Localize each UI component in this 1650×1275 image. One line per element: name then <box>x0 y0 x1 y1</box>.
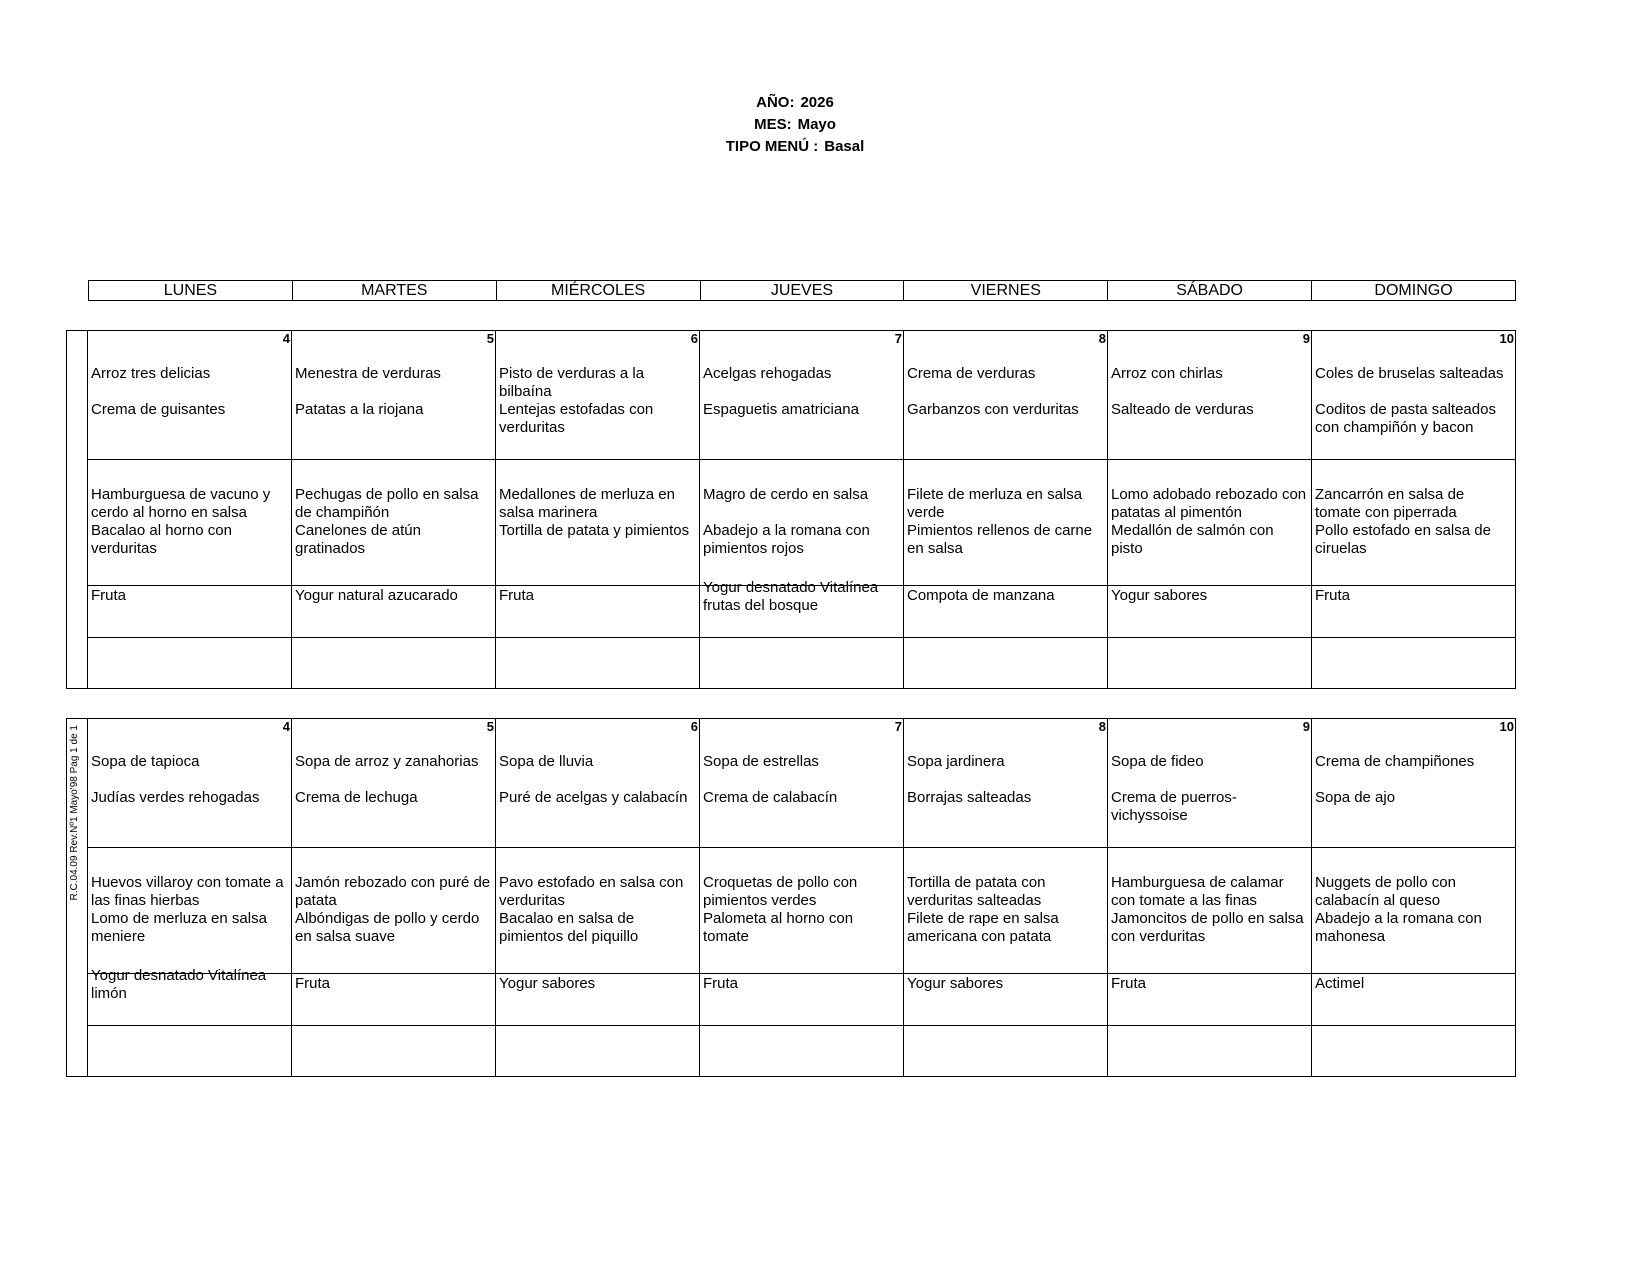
menu-cell <box>904 638 1108 689</box>
second-course-dish: Filete de rape en salsa americana con patata <box>907 910 1059 945</box>
menu-cell <box>496 638 700 689</box>
date-number: 4 <box>282 331 290 346</box>
cell-content <box>292 848 495 973</box>
week-1-row-empty <box>67 638 1516 689</box>
cell-content <box>88 638 291 688</box>
menu-cell <box>1312 331 1516 460</box>
month-line <box>0 114 1590 136</box>
menu-cell <box>1108 719 1312 848</box>
first-course-dish: Pisto de verduras a la bilbaína <box>499 365 645 400</box>
cell-content <box>496 331 699 459</box>
cell-content <box>1312 719 1515 847</box>
second-course-dish: Lomo adobado rebozado con patatas al pimentón <box>1111 486 1307 521</box>
cell-content <box>700 460 903 585</box>
date-number: 5 <box>486 331 494 346</box>
cell-content <box>292 586 495 637</box>
second-course-dish: Tortilla de patata con verduritas salteadas <box>907 874 1046 909</box>
second-course-dish: Lomo de merluza en salsa meniere <box>91 910 267 945</box>
menu-cell <box>1108 848 1312 974</box>
first-course-dish: Coditos de pasta salteados con champiñón y bacon <box>1315 401 1496 436</box>
cell-content <box>496 848 699 973</box>
menu-cell <box>292 586 496 638</box>
menu-cell <box>1312 848 1516 974</box>
cell-content <box>496 1026 699 1076</box>
cell-content <box>1108 719 1311 847</box>
first-course-dish: Crema de puerros-vichyssoise <box>1111 789 1237 824</box>
menu-cell <box>1312 460 1516 586</box>
first-course-dish: Crema de calabacín <box>703 789 838 806</box>
menu-cell <box>1312 586 1516 638</box>
date-number: 8 <box>1098 719 1106 734</box>
second-course-dish: Abadejo a la romana con mahonesa <box>1315 910 1482 945</box>
date-number: 8 <box>1098 331 1106 346</box>
dessert-item: Yogur natural azucarado <box>295 587 458 604</box>
cell-content <box>1312 586 1515 637</box>
first-course-dish: Crema de champiñones <box>1315 753 1475 770</box>
cell-content <box>88 1026 291 1076</box>
menu-cell <box>700 460 904 586</box>
cell-content <box>904 638 1107 688</box>
week-2-row-empty <box>67 1026 1516 1077</box>
cell-content <box>1108 331 1311 459</box>
cell-content <box>292 1026 495 1076</box>
dessert-item: Yogur sabores <box>907 975 1004 992</box>
cell-content <box>496 719 699 847</box>
menu-cell <box>904 848 1108 974</box>
cell-content <box>88 967 291 1025</box>
cell-content <box>904 1026 1107 1076</box>
weekday-header-row <box>88 280 1516 301</box>
menu-cell <box>88 719 292 848</box>
second-course-dish: Croquetas de pollo con pimientos verdes <box>703 874 858 909</box>
first-course-dish: Sopa de ajo <box>1315 789 1396 806</box>
second-course-dish: Medallones de merluza en salsa marinera <box>499 486 675 521</box>
first-course-dish: Sopa jardinera <box>907 753 1005 770</box>
cell-content <box>496 586 699 637</box>
cell-content <box>1312 974 1515 1025</box>
document-code-label: R.C.04.09 Rev.Nº1 Mayo'98 Pag 1 de 1 <box>69 725 80 901</box>
second-course-dish: Medallón de salmón con pisto <box>1111 522 1274 557</box>
menu-cell <box>1108 974 1312 1026</box>
week-1-row-second <box>67 460 1516 586</box>
side-cell <box>67 719 88 1077</box>
first-course-dish: Salteado de verduras <box>1111 401 1254 418</box>
second-course-dish: Magro de cerdo en salsa <box>703 486 869 503</box>
menu-cell <box>88 460 292 586</box>
second-course-dish: Jamoncitos de pollo en salsa con verduritas <box>1111 910 1304 945</box>
cell-content <box>496 638 699 688</box>
menu-cell <box>496 974 700 1026</box>
second-course-dish: Nuggets de pollo con calabacín al queso <box>1315 874 1456 909</box>
menu-cell <box>88 331 292 460</box>
cell-content <box>1312 1026 1515 1076</box>
menu-cell <box>904 1026 1108 1077</box>
date-number: 10 <box>1499 719 1514 734</box>
cell-content <box>700 974 903 1025</box>
menu-cell <box>88 967 292 1026</box>
cell-content <box>88 719 291 847</box>
week-2-row-dessert <box>67 974 1516 1026</box>
cell-content <box>904 460 1107 585</box>
date-number: 5 <box>486 719 494 734</box>
first-course-dish: Menestra de verduras <box>295 365 441 382</box>
menu-cell <box>496 1026 700 1077</box>
first-course-dish: Sopa de estrellas <box>703 753 819 770</box>
menu-cell <box>700 638 904 689</box>
second-course-dish: Hamburguesa de vacuno y cerdo al horno en salsa <box>91 486 271 521</box>
menu-cell <box>1312 1026 1516 1077</box>
menu-cell <box>292 638 496 689</box>
cell-content <box>904 586 1107 637</box>
dessert-item: Fruta <box>1315 587 1351 604</box>
menu-cell <box>88 586 292 638</box>
date-number: 9 <box>1302 331 1310 346</box>
menu-cell <box>88 638 292 689</box>
menu-cell <box>904 331 1108 460</box>
side-cell <box>67 331 88 689</box>
dessert-item: Yogur sabores <box>499 975 596 992</box>
second-course-dish: Pavo estofado en salsa con verduritas <box>499 874 684 909</box>
date-number: 7 <box>894 331 902 346</box>
cell-content <box>88 460 291 585</box>
menu-cell <box>904 460 1108 586</box>
week-1-row-first <box>67 331 1516 460</box>
dessert-item: Fruta <box>703 975 739 992</box>
menu-cell <box>700 579 904 638</box>
second-course-dish: Abadejo a la romana con pimientos rojos <box>703 522 870 557</box>
cell-content <box>1108 460 1311 585</box>
date-number: 9 <box>1302 719 1310 734</box>
date-number: 6 <box>690 719 698 734</box>
cell-content <box>88 848 291 973</box>
date-number: 4 <box>282 719 290 734</box>
week-2-row-second <box>67 848 1516 974</box>
menu-cell <box>292 848 496 974</box>
month-value: Mayo <box>797 116 836 133</box>
dessert-item: Fruta <box>91 587 127 604</box>
first-course-dish: Sopa de lluvia <box>499 753 594 770</box>
dessert-item: Compota de manzana <box>907 587 1055 604</box>
cell-content <box>1312 460 1515 585</box>
weekday-2: MIÉRCOLES <box>496 281 700 301</box>
first-course-dish: Lentejas estofadas con verduritas <box>499 401 654 436</box>
menu-cell <box>292 460 496 586</box>
menu-cell <box>904 586 1108 638</box>
dessert-item: Yogur desnatado Vitalínea limón <box>91 967 267 1002</box>
cell-content <box>1108 974 1311 1025</box>
cell-content <box>700 579 903 637</box>
cell-content <box>292 331 495 459</box>
date-number: 10 <box>1499 331 1514 346</box>
cell-content <box>1312 331 1515 459</box>
menu-cell <box>700 1026 904 1077</box>
date-number: 6 <box>690 331 698 346</box>
cell-content <box>700 848 903 973</box>
first-course-dish: Patatas a la riojana <box>295 401 424 418</box>
menu-cell <box>700 848 904 974</box>
menu-cell <box>1108 1026 1312 1077</box>
cell-content <box>292 460 495 585</box>
first-course-dish: Acelgas rehogadas <box>703 365 832 382</box>
second-course-dish: Zancarrón en salsa de tomate con piperrada <box>1315 486 1465 521</box>
week-1-row-dessert <box>67 586 1516 638</box>
menu-cell <box>496 848 700 974</box>
menu-header <box>0 92 1590 158</box>
cell-content <box>904 331 1107 459</box>
cell-content <box>904 719 1107 847</box>
first-course-dish: Borrajas salteadas <box>907 789 1032 806</box>
cell-content <box>904 848 1107 973</box>
cell-content <box>700 638 903 688</box>
second-course-dish: Jamón rebozado con puré de patata <box>295 874 491 909</box>
menu-cell <box>1312 638 1516 689</box>
week-table-2 <box>66 718 1516 1077</box>
menu-cell <box>1312 719 1516 848</box>
second-course-dish: Pimientos rellenos de carne en salsa <box>907 522 1093 557</box>
menu-cell <box>496 586 700 638</box>
cell-content <box>88 586 291 637</box>
first-course-dish: Crema de verduras <box>907 365 1036 382</box>
menu-cell <box>496 460 700 586</box>
first-course-dish: Judías verdes rehogadas <box>91 789 260 806</box>
menu-cell <box>1108 331 1312 460</box>
cell-content <box>700 719 903 847</box>
cell-content <box>1108 1026 1311 1076</box>
menu-cell <box>700 719 904 848</box>
weekday-0: LUNES <box>89 281 293 301</box>
first-course-dish: Crema de guisantes <box>91 401 226 418</box>
menu-cell <box>904 719 1108 848</box>
cell-content <box>292 974 495 1025</box>
week-2-row-first <box>67 719 1516 848</box>
menu-type-label: TIPO MENÚ : <box>725 138 819 155</box>
cell-content <box>904 974 1107 1025</box>
cell-content <box>1108 848 1311 973</box>
first-course-dish: Crema de lechuga <box>295 789 418 806</box>
dessert-item: Fruta <box>1111 975 1147 992</box>
date-number: 7 <box>894 719 902 734</box>
first-course-dish: Arroz tres delicias <box>91 365 211 382</box>
cell-content <box>496 974 699 1025</box>
first-course-dish: Arroz con chirlas <box>1111 365 1223 382</box>
menu-cell <box>496 331 700 460</box>
second-course-dish: Pollo estofado en salsa de ciruelas <box>1315 522 1491 557</box>
dessert-item: Fruta <box>295 975 331 992</box>
menu-type-value: Basal <box>824 138 865 155</box>
menu-cell <box>1312 974 1516 1026</box>
cell-content <box>700 331 903 459</box>
second-course-dish: Bacalao en salsa de pimientos del piquillo <box>499 910 639 945</box>
week-table-1 <box>66 330 1516 689</box>
month-label: MES: <box>754 116 792 133</box>
second-course-dish: Tortilla de patata y pimientos <box>499 522 690 539</box>
second-course-dish: Huevos villaroy con tomate a las finas hierbas <box>91 874 284 909</box>
second-course-dish: Albóndigas de pollo y cerdo en salsa suave <box>295 910 480 945</box>
menu-cell <box>700 331 904 460</box>
cell-content <box>88 331 291 459</box>
first-course-dish: Sopa de tapioca <box>91 753 200 770</box>
year-label: AÑO: <box>756 94 795 111</box>
second-course-dish: Canelones de atún gratinados <box>295 522 421 557</box>
cell-content <box>292 719 495 847</box>
cell-content <box>1312 848 1515 973</box>
year-line <box>0 92 1590 114</box>
dessert-item: Actimel <box>1315 975 1365 992</box>
cell-content <box>1108 586 1311 637</box>
year-value: 2026 <box>800 94 834 111</box>
second-course-dish: Hamburguesa de calamar con tomate a las finas <box>1111 874 1284 909</box>
first-course-dish: Puré de acelgas y calabacín <box>499 789 688 806</box>
weekday-5: SÁBADO <box>1108 281 1312 301</box>
menu-cell <box>700 974 904 1026</box>
dessert-item: Fruta <box>499 587 535 604</box>
cell-content <box>1108 638 1311 688</box>
menu-type-line <box>0 136 1590 158</box>
menu-cell <box>88 1026 292 1077</box>
weekday-4: VIERNES <box>904 281 1108 301</box>
cell-content <box>1312 638 1515 688</box>
menu-cell <box>1108 638 1312 689</box>
dessert-item: Yogur desnatado Vitalínea frutas del bosque <box>703 579 879 614</box>
second-course-dish: Filete de merluza en salsa verde <box>907 486 1083 521</box>
first-course-dish: Sopa de fideo <box>1111 753 1204 770</box>
weekday-6: DOMINGO <box>1312 281 1516 301</box>
menu-cell <box>1108 460 1312 586</box>
menu-cell <box>904 974 1108 1026</box>
second-course-dish: Palometa al horno con tomate <box>703 910 854 945</box>
dessert-item: Yogur sabores <box>1111 587 1208 604</box>
menu-cell <box>88 848 292 974</box>
second-course-dish: Pechugas de pollo en salsa de champiñón <box>295 486 479 521</box>
second-course-dish: Bacalao al horno con verduritas <box>91 522 232 557</box>
weekday-3: JUEVES <box>700 281 904 301</box>
first-course-dish: Coles de bruselas salteadas <box>1315 365 1504 382</box>
menu-cell <box>1108 586 1312 638</box>
menu-cell <box>292 719 496 848</box>
cell-content <box>292 638 495 688</box>
first-course-dish: Garbanzos con verduritas <box>907 401 1079 418</box>
menu-cell <box>496 719 700 848</box>
first-course-dish: Sopa de arroz y zanahorias <box>295 753 479 770</box>
menu-cell <box>292 974 496 1026</box>
menu-cell <box>292 331 496 460</box>
cell-content <box>700 1026 903 1076</box>
cell-content <box>496 460 699 585</box>
first-course-dish: Espaguetis amatriciana <box>703 401 859 418</box>
menu-cell <box>292 1026 496 1077</box>
weekday-1: MARTES <box>292 281 496 301</box>
